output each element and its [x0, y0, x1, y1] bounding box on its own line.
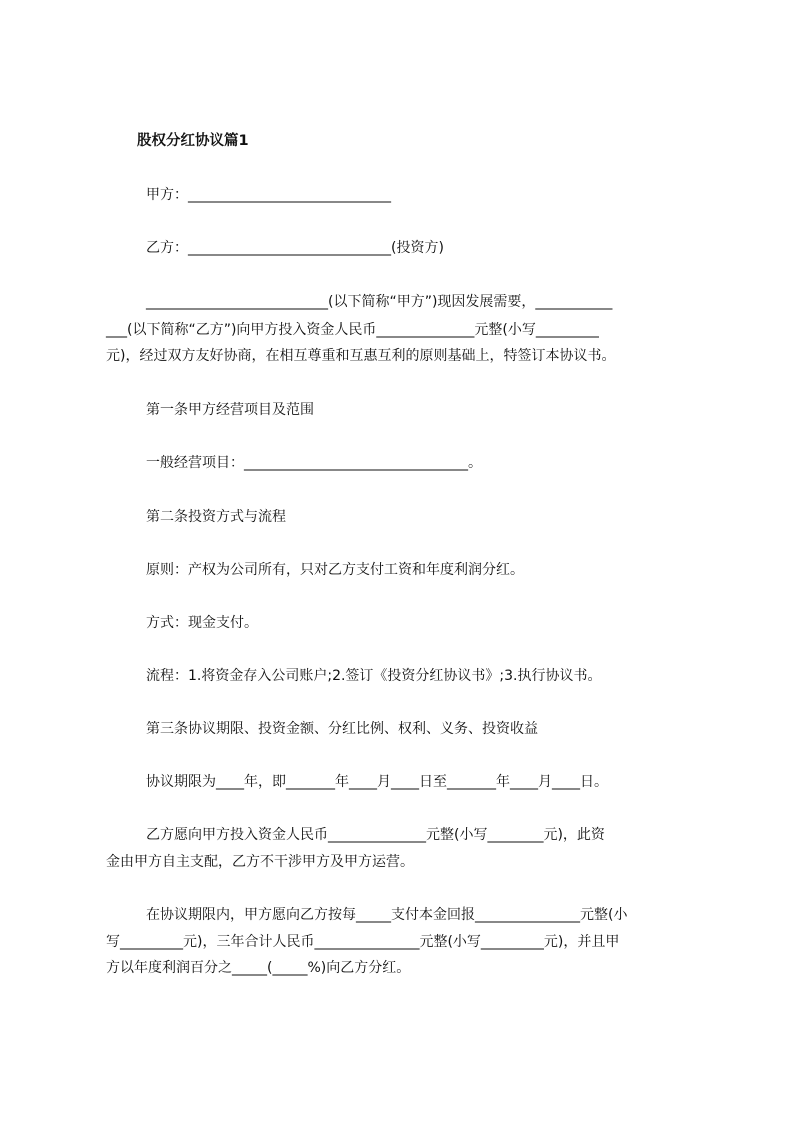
- returns-line-3: 方以年度利润百分之_____(_____%)向乙方分红。: [106, 960, 411, 976]
- term-line: 协议期限为____年，即_______年____月____日至_______年____月____日。: [146, 774, 608, 790]
- method-line: 方式：现金支付。: [146, 615, 258, 631]
- document-title: 股权分红协议篇1: [137, 133, 249, 149]
- returns-line-1: 在协议期限内，甲方愿向乙方按每_____支付本金回报_______________元整(小: [146, 907, 628, 923]
- article-3-heading: 第三条协议期限、投资金额、分红比例、权利、义务、投资收益: [146, 721, 538, 737]
- party-b-line: 乙方：_____________________________(投资方): [146, 240, 444, 256]
- general-business-line: 一般经营项目：________________________________。: [146, 455, 482, 471]
- article-2-heading: 第二条投资方式与流程: [146, 509, 286, 525]
- party-a-line: 甲方：_____________________________: [146, 187, 391, 203]
- investment-line-1: 乙方愿向甲方投入资金人民币______________元整(小写________元)，此资: [146, 827, 605, 843]
- principle-line: 原则：产权为公司所有，只对乙方支付工资和年度利润分红。: [146, 562, 524, 578]
- process-line: 流程：1.将资金存入公司账户;2.签订《投资分红协议书》;3.执行协议书。: [146, 668, 602, 684]
- intro-line-3: 元)，经过双方友好协商，在相互尊重和互惠互利的原则基础上，特签订本协议书。: [106, 348, 616, 364]
- intro-line-1: __________________________(以下简称“甲方”)现因发展需要，___________: [146, 294, 613, 310]
- intro-line-2: ___(以下简称“乙方”)向甲方投入资金人民币______________元整(小写_________: [106, 322, 599, 338]
- article-1-heading: 第一条甲方经营项目及范围: [146, 402, 314, 418]
- investment-line-2: 金由甲方自主支配，乙方不干涉甲方及甲方运营。: [106, 854, 414, 870]
- returns-line-2: 写_________元)，三年合计人民币_______________元整(小写_________元)，并且甲: [106, 934, 620, 950]
